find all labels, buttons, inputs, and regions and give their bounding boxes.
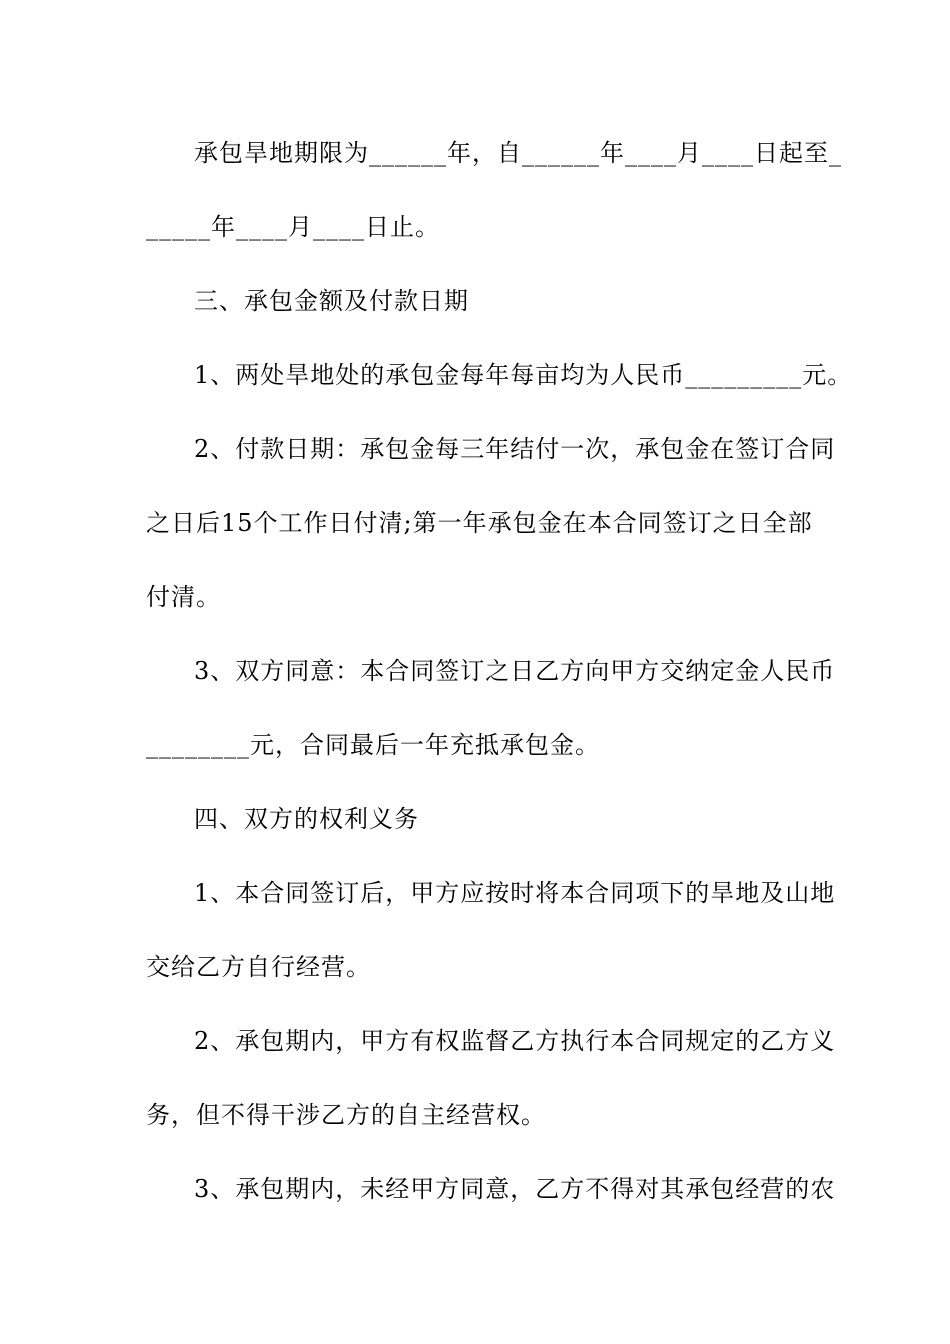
paragraph-payment-date-line-3: 付清。 <box>146 583 221 611</box>
paragraph-rights-2-line-2: 务，但不得干涉乙方的自主经营权。 <box>146 1101 546 1129</box>
section-heading-rights: 四、双方的权利义务 <box>194 805 419 833</box>
paragraph-rights-1-line-2: 交给乙方自行经营。 <box>146 953 371 981</box>
paragraph-payment-date-line-1: 2、付款日期：承包金每三年结付一次，承包金在签订合同 <box>194 435 836 463</box>
paragraph-rights-1-line-1: 1、本合同签订后，甲方应按时将本合同项下的旱地及山地 <box>194 879 836 907</box>
paragraph-rights-2-line-1: 2、承包期内，甲方有权监督乙方执行本合同规定的乙方义 <box>194 1027 836 1055</box>
paragraph-deposit-line-2: ________元，合同最后一年充抵承包金。 <box>146 731 600 759</box>
paragraph-term-line-1: 承包旱地期限为______年，自______年____月____日起至_ <box>194 139 842 167</box>
paragraph-payment-date-line-2: 之日后15个工作日付清;第一年承包金在本合同签订之日全部 <box>146 509 813 537</box>
paragraph-term-line-2: _____年____月____日止。 <box>146 213 440 241</box>
paragraph-rights-3-line-1: 3、承包期内，未经甲方同意，乙方不得对其承包经营的农 <box>194 1175 836 1203</box>
paragraph-deposit-line-1: 3、双方同意：本合同签订之日乙方向甲方交纳定金人民币 <box>194 657 836 685</box>
paragraph-payment-amount: 1、两处旱地处的承包金每年每亩均为人民币_________元。 <box>194 361 853 389</box>
section-heading-payment: 三、承包金额及付款日期 <box>194 287 469 315</box>
